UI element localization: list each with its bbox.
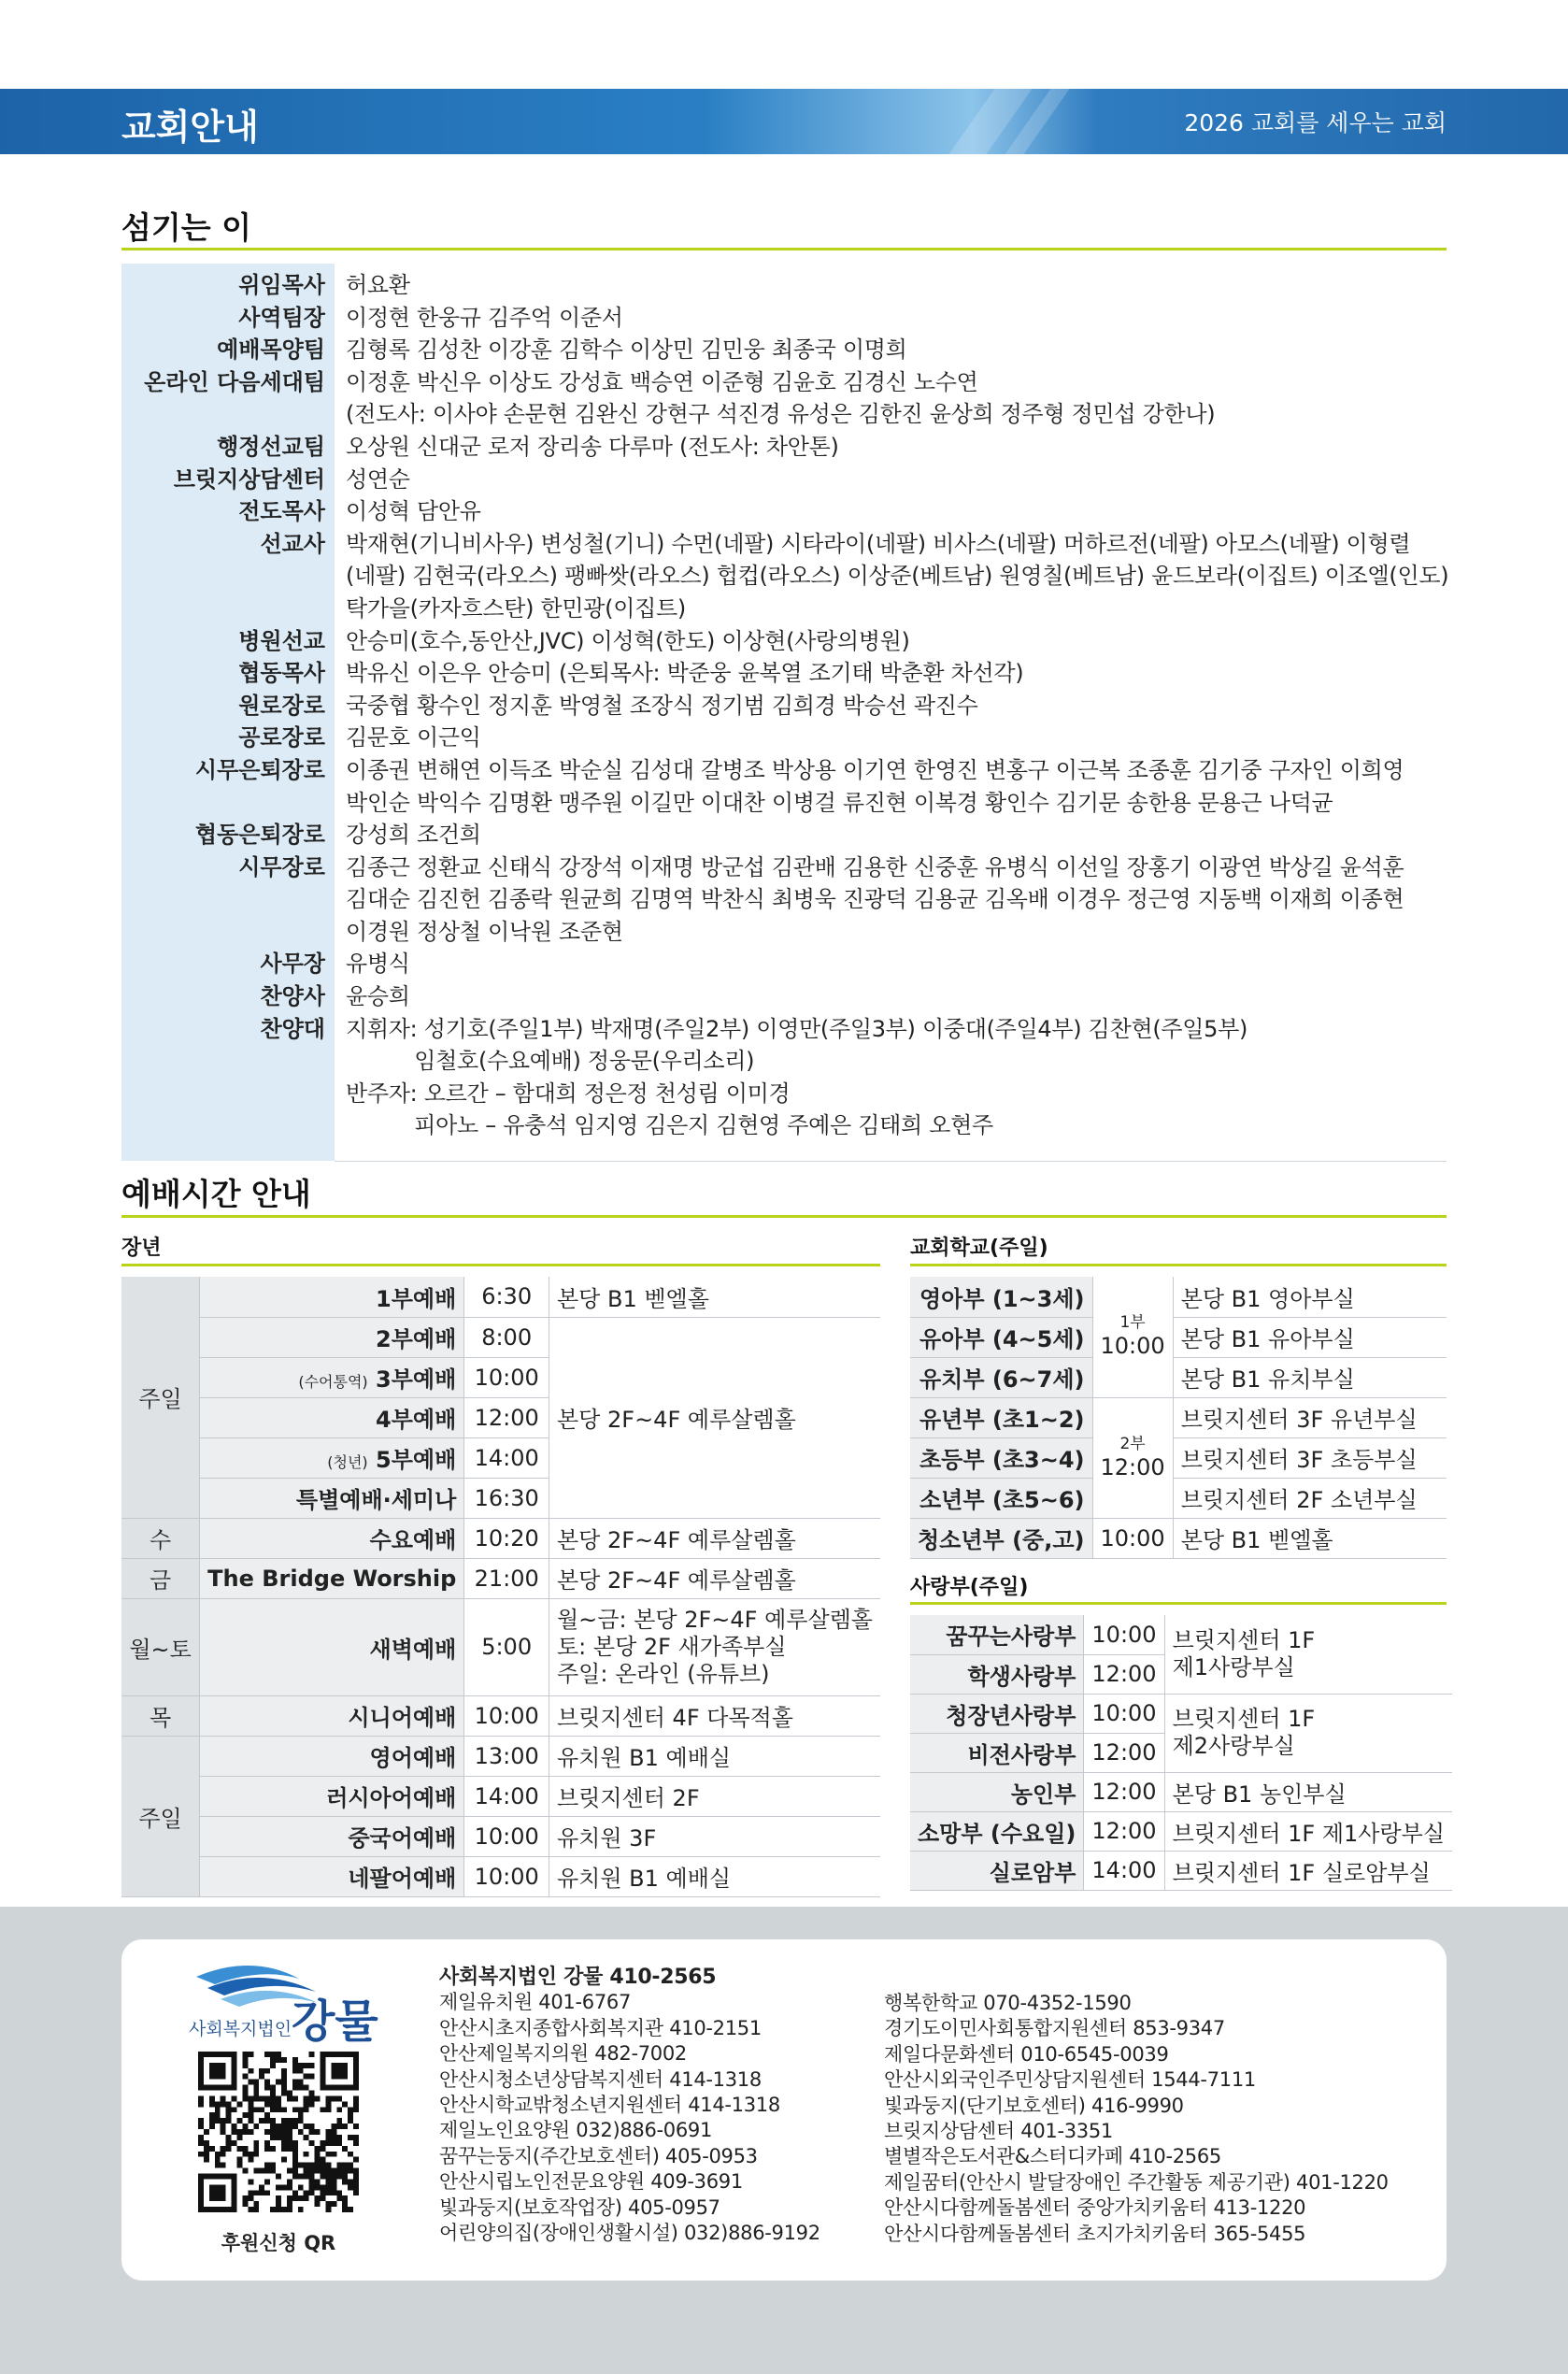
table-row <box>910 1811 1452 1851</box>
service-label: 2부예배 <box>376 1326 457 1352</box>
place-line: 브릿지센터 1F <box>1172 1626 1316 1653</box>
staff-names-line: 이성혁 담안유 <box>346 498 481 525</box>
service-name: 새벽예배 <box>200 1598 464 1695</box>
staff-role: 협동목사 <box>238 660 325 687</box>
table-row <box>121 1695 880 1736</box>
header-band <box>0 89 1568 154</box>
subsection-divider <box>910 1602 1447 1605</box>
staff-names-line: 오상원 신대군 로저 장리송 다루마 (전도사: 차안톤) <box>346 433 839 460</box>
staff-row <box>121 980 1447 1013</box>
donation-qr-code[interactable] <box>198 2052 359 2212</box>
service-name <box>200 1317 464 1357</box>
staff-names-line: (전도사: 이사야 손문현 김완신 강현구 석진경 유성은 김한진 윤상희 정주형 정민섭 강한나) <box>346 401 1216 428</box>
service-name: 영어예배 <box>200 1736 464 1776</box>
day-group: 금 <box>121 1558 200 1598</box>
contact-line: 별별작은도서관&스터디카페 410-2565 <box>884 2145 1221 2168</box>
staff-names <box>325 528 1448 625</box>
school-table <box>910 1277 1447 1559</box>
staff-names-line: 박인순 박익수 김명환 맹주원 이길만 이대찬 이병걸 류진현 이복경 황인수 김기문 송한용 문용근 나덕균 <box>346 789 1333 816</box>
department-place: 브릿지센터 3F 유년부실 <box>1173 1397 1447 1437</box>
love-table <box>910 1615 1452 1891</box>
service-name <box>200 1478 464 1518</box>
staff-list <box>121 269 1447 1142</box>
staff-role: 선교사 <box>260 530 325 557</box>
department-name: 유아부 (4~5세) <box>910 1317 1092 1357</box>
staff-row <box>121 495 1447 528</box>
table-row <box>910 1694 1452 1733</box>
love-subtitle: 사랑부(주일) <box>910 1576 1029 1599</box>
table-row <box>910 1615 1452 1654</box>
table-row <box>910 1397 1447 1437</box>
staff-names-line: 이종권 변해연 이득조 박순실 김성대 갈병조 박상용 이기연 한영진 변홍구 이근복 조종훈 김기중 구자인 이희영 <box>346 756 1404 783</box>
department-name: 비전사랑부 <box>910 1733 1084 1772</box>
department-time: 12:00 <box>1084 1811 1164 1851</box>
staff-names-line: 김대순 김진헌 김종락 원균희 김명역 박찬식 최병욱 진광덕 김용균 김옥배 이경우 정근영 지동백 이재희 이종현 <box>346 886 1404 913</box>
service-prefix: (수어통역) <box>298 1373 368 1391</box>
service-name: The Bridge Worship <box>200 1558 464 1598</box>
department-name: 유년부 (초1~2) <box>910 1397 1092 1437</box>
staff-role: 찬양사 <box>260 983 325 1010</box>
logo-small-text: 사회복지법인 <box>189 2020 292 2039</box>
staff-names-line: 탁가을(카자흐스탄) 한민광(이집트) <box>346 594 686 622</box>
department-place <box>1164 1694 1452 1772</box>
session-time <box>1092 1277 1173 1397</box>
staff-names <box>325 495 1447 528</box>
service-place: 본당 2F~4F 예루살렘홀 <box>549 1558 881 1598</box>
staff-names <box>325 948 1447 980</box>
service-name <box>200 1357 464 1397</box>
department-name: 초등부 (초3~4) <box>910 1437 1092 1478</box>
contact-title: 사회복지법인 강물 410-2565 <box>439 1966 717 1989</box>
staff-names-line: 임철호(수요예배) 정웅문(우리소리) <box>346 1048 755 1075</box>
service-place <box>549 1598 881 1695</box>
subsection-divider <box>121 1264 880 1266</box>
staff-row <box>121 851 1447 949</box>
contacts-column-1 <box>439 1965 820 2246</box>
department-time: 12:00 <box>1084 1733 1164 1772</box>
contact-line: 제일꿈터(안산시 발달장애인 주간활동 제공기관) 401-1220 <box>884 2170 1389 2194</box>
service-name: 시니어예배 <box>200 1695 464 1736</box>
table-row <box>910 1317 1447 1357</box>
contact-line: 제일다문화센터 010-6545-0039 <box>884 2042 1169 2066</box>
service-prefix: (청년) <box>327 1453 368 1471</box>
staff-row <box>121 690 1447 722</box>
contact-line: 안산시학교밖청소년지원센터 414-1318 <box>439 2094 780 2117</box>
department-time: 10:00 <box>1092 1518 1173 1558</box>
service-place: 본당 2F~4F 예루살렘홀 <box>549 1317 881 1518</box>
service-time: 14:00 <box>464 1437 549 1478</box>
service-label: 3부예배 <box>376 1366 457 1393</box>
contact-line: 안산시외국인주민상담지원센터 1544-7111 <box>884 2068 1256 2092</box>
staff-role: 사역팀장 <box>238 304 325 331</box>
staff-names <box>325 754 1447 819</box>
contact-line: 경기도이민사회통합지원센터 853-9347 <box>884 2017 1225 2040</box>
contact-line: 어린양의집(장애인생활시설) 032)886-9192 <box>439 2222 820 2245</box>
adult-worship-table <box>121 1277 880 1897</box>
table-row <box>910 1357 1447 1397</box>
staff-names <box>325 431 1447 464</box>
place-line: 제1사랑부실 <box>1172 1653 1295 1680</box>
table-row <box>121 1598 880 1695</box>
department-time: 10:00 <box>1084 1615 1164 1654</box>
table-row <box>910 1478 1447 1518</box>
service-place: 유치원 3F <box>549 1816 881 1856</box>
staff-role: 시무장로 <box>238 853 325 880</box>
staff-role: 병원선교 <box>238 627 325 654</box>
contact-line: 행복한학교 070-4352-1590 <box>884 1992 1132 2014</box>
department-name: 소망부 (수요일) <box>910 1811 1084 1851</box>
department-time: 12:00 <box>1084 1772 1164 1811</box>
staff-role: 공로장로 <box>238 724 325 751</box>
staff-names-line: 피아노 – 유충석 임지영 김은지 김현영 주예은 김태희 오현주 <box>346 1112 993 1139</box>
department-name: 실로암부 <box>910 1851 1084 1890</box>
staff-names <box>325 657 1447 690</box>
staff-names-line: 박재현(기니비사우) 변성철(기니) 수먼(네팔) 시타라이(네팔) 비사스(네팔) 머하르전(네팔) 아모스(네팔) 이형렬 <box>346 530 1411 557</box>
place-line: 주일: 온라인 (유튜브) <box>557 1660 770 1687</box>
day-group: 주일 <box>121 1277 200 1518</box>
service-place: 브릿지센터 2F <box>549 1776 881 1816</box>
day-group: 수 <box>121 1518 200 1558</box>
staff-names-line: 지휘자: 성기호(주일1부) 박재명(주일2부) 이영만(주일3부) 이중대(주일4부) 김찬현(주일5부) <box>346 1015 1248 1042</box>
staff-names-line: 반주자: 오르간 – 함대희 정은정 천성림 이미경 <box>346 1080 791 1107</box>
staff-names-line: 박유신 이은우 안승미 (은퇴목사: 박준웅 윤복열 조기태 박춘환 차선각) <box>346 660 1024 687</box>
staff-names <box>325 625 1447 658</box>
day-group: 주일 <box>121 1736 200 1896</box>
staff-row <box>121 302 1447 335</box>
section-divider <box>121 1215 1447 1218</box>
staff-names-line: (네팔) 김현국(라오스) 팽빠쌋(라오스) 헙컵(라오스) 이상준(베트남) 원영칠(베트남) 윤드보라(이집트) 이조엘(인도) <box>346 563 1449 590</box>
service-place: 유치원 B1 예배실 <box>549 1856 881 1896</box>
staff-names <box>325 722 1447 754</box>
staff-names <box>325 464 1447 496</box>
staff-row <box>121 366 1447 431</box>
department-name: 영아부 (1~3세) <box>910 1277 1092 1317</box>
service-time: 10:00 <box>464 1856 549 1896</box>
contact-line: 안산시청소년상담복지센터 414-1318 <box>439 2067 762 2091</box>
department-time: 12:00 <box>1084 1654 1164 1694</box>
staff-names <box>325 1013 1447 1142</box>
service-label: 특별예배·세미나 <box>295 1487 457 1513</box>
session-label: 2부 <box>1119 1434 1146 1453</box>
service-time: 5:00 <box>464 1598 549 1695</box>
staff-role: 원로장로 <box>238 692 325 719</box>
staff-role: 찬양대 <box>260 1015 325 1042</box>
contact-line: 제일유치원 401-6767 <box>439 1991 632 2014</box>
department-place: 본당 B1 유치부실 <box>1173 1357 1447 1397</box>
service-time: 21:00 <box>464 1558 549 1598</box>
service-name <box>200 1437 464 1478</box>
staff-names-line: 이경원 정상철 이낙원 조준현 <box>346 918 623 945</box>
place-line: 브릿지센터 1F <box>1172 1706 1316 1732</box>
contact-line: 안산시립노인전문요양원 409-3691 <box>439 2170 743 2194</box>
department-place: 본당 B1 벧엘홀 <box>1173 1518 1447 1558</box>
department-name: 학생사랑부 <box>910 1654 1084 1694</box>
service-name: 수요예배 <box>200 1518 464 1558</box>
contact-line: 안산시다함께돌봄센터 초지가치키움터 365-5455 <box>884 2222 1306 2245</box>
service-time: 13:00 <box>464 1736 549 1776</box>
school-subtitle: 교회학교(주일) <box>910 1237 1048 1260</box>
service-time: 6:30 <box>464 1277 549 1317</box>
staff-row <box>121 948 1447 980</box>
department-name: 꿈꾸는사랑부 <box>910 1615 1084 1654</box>
staff-names-line: 허요환 <box>346 272 410 298</box>
table-row <box>910 1437 1447 1478</box>
table-row <box>121 1736 880 1776</box>
staff-names-line: 김종근 정환교 신태식 강장석 이재명 방군섭 김관배 김용한 신중훈 유병식 이선일 장홍기 이광연 박상길 윤석훈 <box>346 853 1404 880</box>
gangmul-logo <box>187 1958 383 2042</box>
staff-row <box>121 431 1447 464</box>
service-time: 10:00 <box>464 1357 549 1397</box>
staff-role: 온라인 다음세대팀 <box>144 368 325 395</box>
staff-row <box>121 334 1447 366</box>
table-row <box>121 1558 880 1598</box>
table-row <box>121 1277 880 1317</box>
service-name: 중국어예배 <box>200 1816 464 1856</box>
department-time: 14:00 <box>1084 1851 1164 1890</box>
staff-role: 행정선교팀 <box>217 433 325 460</box>
department-place: 본당 B1 농인부실 <box>1164 1772 1452 1811</box>
service-label: 1부예배 <box>376 1285 457 1312</box>
service-name: 러시아어예배 <box>200 1776 464 1816</box>
table-row <box>121 1776 880 1816</box>
contact-line: 안산시초지종합사회복지관 410-2151 <box>439 2016 762 2039</box>
staff-names-line: 김형록 김성찬 이강훈 김학수 이상민 김민웅 최종국 이명희 <box>346 336 907 364</box>
staff-role: 전도목사 <box>238 498 325 525</box>
service-place: 브릿지센터 4F 다목적홀 <box>549 1695 881 1736</box>
contact-line: 빛과둥지(보호작업장) 405-0957 <box>439 2195 720 2219</box>
service-name <box>200 1397 464 1437</box>
page-subtitle: 2026 교회를 세우는 교회 <box>1184 109 1447 136</box>
table-row <box>121 1816 880 1856</box>
staff-names <box>325 334 1447 366</box>
session-time-value: 10:00 <box>1100 1333 1165 1360</box>
contact-line: 꿈꾸는둥지(주간보호센터) 405-0953 <box>439 2144 758 2167</box>
staff-names-line: 국중협 황수인 정지훈 박영철 조장식 정기범 김희경 박승선 곽진수 <box>346 692 978 719</box>
service-time: 10:00 <box>464 1695 549 1736</box>
department-place: 브릿지센터 1F 제1사랑부실 <box>1164 1811 1452 1851</box>
contact-line: 안산제일복지의원 482-7002 <box>439 2042 687 2066</box>
department-name: 유치부 (6~7세) <box>910 1357 1092 1397</box>
staff-names-line: 김문호 이근익 <box>346 724 481 751</box>
staff-role: 위임목사 <box>238 272 325 298</box>
staff-names-line: 이정현 한웅규 김주억 이준서 <box>346 304 623 331</box>
section-divider <box>121 248 1447 250</box>
staff-names <box>325 302 1447 335</box>
service-time: 8:00 <box>464 1317 549 1357</box>
department-place: 본당 B1 유아부실 <box>1173 1317 1447 1357</box>
staff-role: 시무은퇴장로 <box>194 756 325 783</box>
department-name: 청소년부 (중,고) <box>910 1518 1092 1558</box>
logo-big-text: 강물 <box>292 1995 378 2042</box>
service-label: 5부예배 <box>376 1447 457 1473</box>
department-name: 청장년사랑부 <box>910 1694 1084 1733</box>
staff-names-line: 이정훈 박신우 이상도 강성효 백승연 이준형 김윤호 김경신 노수연 <box>346 368 978 395</box>
staff-names <box>325 819 1447 851</box>
staff-bottom-rule <box>335 1161 1447 1162</box>
department-place: 브릿지센터 2F 소년부실 <box>1173 1478 1447 1518</box>
staff-names-line: 윤승희 <box>346 983 410 1010</box>
department-place: 본당 B1 영아부실 <box>1173 1277 1447 1317</box>
staff-row <box>121 754 1447 819</box>
staff-names-line: 성연순 <box>346 465 410 493</box>
department-place: 브릿지센터 3F 초등부실 <box>1173 1437 1447 1478</box>
service-time: 10:20 <box>464 1518 549 1558</box>
staff-names <box>325 366 1447 431</box>
table-row <box>121 1856 880 1896</box>
staff-row <box>121 625 1447 658</box>
contact-line: 안산시다함께돌봄센터 중앙가치키움터 413-1220 <box>884 2196 1306 2220</box>
service-name: 네팔어예배 <box>200 1856 464 1896</box>
qr-label: 후원신청 QR <box>221 2232 336 2254</box>
contact-line: 빛과둥지(단기보호센터) 416-9990 <box>884 2094 1184 2117</box>
service-time: 10:00 <box>464 1816 549 1856</box>
session-time <box>1092 1397 1173 1518</box>
staff-names-line: 안승미(호수,동안산,JVC) 이성혁(한도) 이상현(사랑의병원) <box>346 627 910 654</box>
staff-names <box>325 980 1447 1013</box>
contact-line: 브릿지상담센터 401-3351 <box>884 2120 1113 2143</box>
staff-row <box>121 269 1447 302</box>
session-time-value: 12:00 <box>1100 1453 1165 1480</box>
service-time: 12:00 <box>464 1397 549 1437</box>
service-place: 유치원 B1 예배실 <box>549 1736 881 1776</box>
service-time: 16:30 <box>464 1478 549 1518</box>
staff-section-title: 섬기는 이 <box>121 209 252 246</box>
table-row <box>121 1518 880 1558</box>
department-name: 소년부 (초5~6) <box>910 1478 1092 1518</box>
staff-row <box>121 819 1447 851</box>
staff-row <box>121 528 1447 625</box>
day-group: 목 <box>121 1695 200 1736</box>
staff-role: 예배목양팀 <box>217 336 325 364</box>
staff-row <box>121 464 1447 496</box>
place-line: 제2사랑부실 <box>1172 1733 1295 1759</box>
session-label: 1부 <box>1119 1313 1146 1333</box>
day-group: 월~토 <box>121 1598 200 1695</box>
adult-subtitle: 장년 <box>121 1237 162 1260</box>
service-place: 본당 2F~4F 예루살렘홀 <box>549 1518 881 1558</box>
staff-names <box>325 851 1447 949</box>
staff-role: 브릿지상담센터 <box>173 465 325 493</box>
contacts-column-2 <box>884 1991 1389 2247</box>
staff-row <box>121 657 1447 690</box>
department-time: 10:00 <box>1084 1694 1164 1733</box>
table-row <box>121 1317 880 1357</box>
department-place: 브릿지센터 1F 실로암부실 <box>1164 1851 1452 1890</box>
staff-names-line: 유병식 <box>346 951 410 978</box>
service-label: 4부예배 <box>376 1407 457 1433</box>
table-row <box>910 1851 1452 1890</box>
place-line: 토: 본당 2F 새가족부실 <box>557 1633 787 1660</box>
staff-role: 사무장 <box>260 951 325 978</box>
worship-section-title: 예배시간 안내 <box>121 1176 311 1212</box>
table-row <box>910 1277 1447 1317</box>
department-name: 농인부 <box>910 1772 1084 1811</box>
staff-role: 협동은퇴장로 <box>194 822 325 849</box>
staff-row <box>121 1013 1447 1142</box>
service-name <box>200 1277 464 1317</box>
department-place <box>1164 1615 1452 1694</box>
staff-row <box>121 722 1447 754</box>
subsection-divider <box>910 1264 1447 1266</box>
service-time: 14:00 <box>464 1776 549 1816</box>
contact-line: 제일노인요양원 032)886-0691 <box>439 2119 713 2142</box>
staff-names <box>325 690 1447 722</box>
place-line: 월~금: 본당 2F~4F 예루살렘홀 <box>557 1606 873 1633</box>
staff-names <box>325 269 1447 302</box>
table-row <box>910 1518 1447 1558</box>
page-title: 교회안내 <box>121 107 259 148</box>
staff-names-line: 강성희 조건희 <box>346 822 481 849</box>
table-row <box>910 1772 1452 1811</box>
service-place: 본당 B1 벧엘홀 <box>549 1277 881 1317</box>
